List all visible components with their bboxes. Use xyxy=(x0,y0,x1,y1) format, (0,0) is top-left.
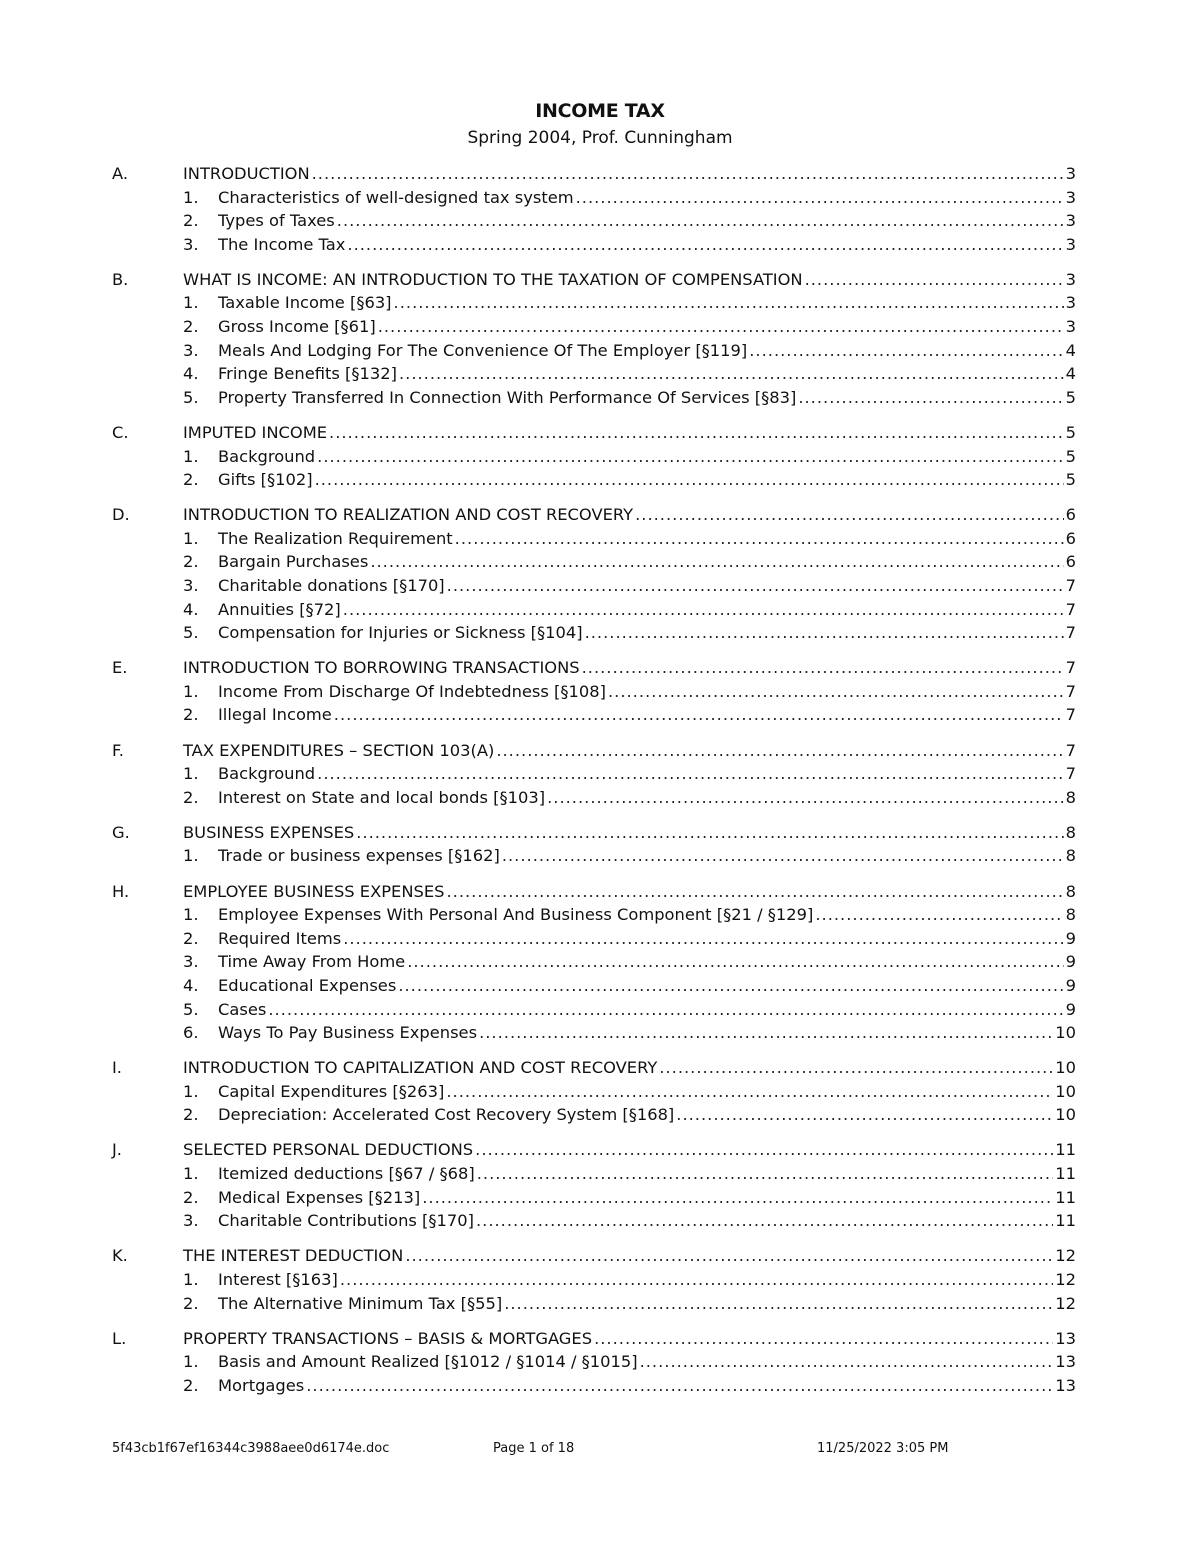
toc-item-title: Illegal Income xyxy=(218,705,332,725)
toc-item[interactable] xyxy=(112,364,1076,388)
toc-page-number: 10 xyxy=(1055,1105,1076,1125)
toc-item-number: 1. xyxy=(183,764,199,784)
toc-item-title: Bargain Purchases xyxy=(218,552,369,572)
toc-item[interactable] xyxy=(112,1188,1076,1212)
toc-page-number: 4 xyxy=(1065,340,1076,360)
toc-item-title: Annuities [§72] xyxy=(218,599,341,619)
toc-item[interactable] xyxy=(112,317,1076,341)
toc-item[interactable] xyxy=(112,1082,1076,1106)
toc-section-title: TAX EXPENDITURES – SECTION 103(A) xyxy=(183,740,495,760)
toc-item-number: 1. xyxy=(183,1164,199,1184)
toc-dot-leader xyxy=(398,976,1063,995)
toc-item[interactable] xyxy=(112,1164,1076,1188)
toc-item[interactable] xyxy=(112,552,1076,576)
toc-page-number: 3 xyxy=(1065,164,1076,183)
toc-page-number: 6 xyxy=(1065,505,1076,525)
toc-dot-leader xyxy=(476,1211,1053,1230)
toc-item[interactable] xyxy=(112,1294,1076,1318)
toc-section-letter: H. xyxy=(112,881,130,901)
toc-item[interactable] xyxy=(112,788,1076,812)
toc-section-title: INTRODUCTION TO BORROWING TRANSACTIONS xyxy=(183,658,580,678)
toc-item-number: 1. xyxy=(183,846,199,866)
document-title: INCOME TAX xyxy=(535,100,665,122)
toc-item[interactable] xyxy=(112,764,1076,788)
toc-item-number: 5. xyxy=(183,623,199,643)
toc-section xyxy=(112,164,1076,258)
toc-section-title: INTRODUCTION TO REALIZATION AND COST RECOVERY xyxy=(183,505,634,525)
toc-item[interactable] xyxy=(112,1105,1076,1129)
toc-page-number: 5 xyxy=(1065,446,1076,466)
toc-item-title: Gifts [§102] xyxy=(218,470,313,490)
toc-dot-leader xyxy=(378,317,1064,336)
toc-page-number: 13 xyxy=(1055,1352,1076,1372)
toc-section xyxy=(112,505,1076,647)
toc-page-number: 11 xyxy=(1055,1164,1076,1184)
toc-dot-leader xyxy=(446,1082,1053,1101)
toc-item-number: 5. xyxy=(183,387,199,407)
toc-page-number: 7 xyxy=(1065,705,1076,725)
toc-item-title: Fringe Benefits [§132] xyxy=(218,364,397,384)
toc-page-number: 9 xyxy=(1065,928,1076,948)
toc-section-heading[interactable] xyxy=(112,823,1076,847)
toc-page-number: 8 xyxy=(1065,881,1076,901)
toc-section-letter: A. xyxy=(112,164,129,183)
toc-item-title: Time Away From Home xyxy=(218,952,406,972)
toc-item-title: Background xyxy=(218,764,316,784)
toc-item[interactable] xyxy=(112,388,1076,412)
toc-item-title: Cases xyxy=(218,999,267,1019)
toc-item-number: 2. xyxy=(183,705,199,725)
toc-page-number: 9 xyxy=(1065,999,1076,1019)
toc-item-number: 2. xyxy=(183,1293,199,1313)
toc-section-heading[interactable] xyxy=(112,164,1076,188)
toc-page-number: 7 xyxy=(1065,764,1076,784)
toc-section xyxy=(112,882,1076,1047)
toc-dot-leader xyxy=(479,1023,1053,1042)
toc-dot-leader xyxy=(477,1164,1054,1183)
toc-item-title: Employee Expenses With Personal And Business Component [§21 / §129] xyxy=(218,905,814,925)
toc-section-heading[interactable] xyxy=(112,270,1076,294)
toc-dot-leader xyxy=(334,705,1064,724)
toc-dot-leader xyxy=(343,929,1063,948)
toc-item-number: 2. xyxy=(183,470,199,490)
footer-page-number: Page 1 of 18 xyxy=(493,1441,575,1456)
toc-item[interactable] xyxy=(112,1376,1076,1400)
toc-item-number: 1. xyxy=(183,187,199,207)
toc-item-title: Required Items xyxy=(218,928,342,948)
toc-dot-leader xyxy=(370,552,1063,571)
toc-item[interactable] xyxy=(112,447,1076,471)
toc-item-number: 1. xyxy=(183,1352,199,1372)
toc-section-heading[interactable] xyxy=(112,1329,1076,1353)
toc-dot-leader xyxy=(798,388,1063,407)
toc-item-number: 1. xyxy=(183,446,199,466)
toc-dot-leader xyxy=(805,270,1064,289)
toc-dot-leader xyxy=(329,423,1064,442)
toc-item-number: 2. xyxy=(183,211,199,231)
toc-section-heading[interactable] xyxy=(112,1058,1076,1082)
toc-dot-leader xyxy=(815,905,1063,924)
toc-item[interactable] xyxy=(112,188,1076,212)
toc-item[interactable] xyxy=(112,705,1076,729)
toc-section-letter: L. xyxy=(112,1328,127,1348)
toc-section-heading[interactable] xyxy=(112,658,1076,682)
toc-dot-leader xyxy=(504,1294,1053,1313)
toc-page-number: 7 xyxy=(1065,658,1076,678)
toc-item-title: Interest on State and local bonds [§103] xyxy=(218,787,546,807)
toc-dot-leader xyxy=(337,211,1064,230)
toc-section-heading[interactable] xyxy=(112,1140,1076,1164)
toc-item-number: 2. xyxy=(183,1105,199,1125)
toc-section xyxy=(112,823,1076,870)
toc-dot-leader xyxy=(547,788,1064,807)
toc-item-number: 5. xyxy=(183,999,199,1019)
toc-item[interactable] xyxy=(112,293,1076,317)
toc-page-number: 6 xyxy=(1065,552,1076,572)
toc-page-number: 4 xyxy=(1065,364,1076,384)
toc-page-number: 13 xyxy=(1055,1328,1076,1348)
toc-item[interactable] xyxy=(112,1023,1076,1047)
toc-section-title: THE INTEREST DEDUCTION xyxy=(183,1246,404,1266)
toc-page-number: 13 xyxy=(1055,1375,1076,1395)
toc-dot-leader xyxy=(676,1105,1053,1124)
toc-page-number: 8 xyxy=(1065,787,1076,807)
toc-dot-leader xyxy=(399,364,1064,383)
toc-dot-leader xyxy=(446,882,1063,901)
toc-dot-leader xyxy=(317,447,1064,466)
toc-section-letter: J. xyxy=(112,1140,122,1160)
toc-item[interactable] xyxy=(112,929,1076,953)
toc-page-number: 7 xyxy=(1065,740,1076,760)
toc-page-number: 3 xyxy=(1065,269,1076,289)
toc-dot-leader xyxy=(317,764,1064,783)
toc-item-number: 4. xyxy=(183,975,199,995)
toc-dot-leader xyxy=(749,341,1063,360)
toc-item-title: Gross Income [§61] xyxy=(218,317,376,337)
toc-section xyxy=(112,741,1076,812)
toc-item[interactable] xyxy=(112,1270,1076,1294)
toc-dot-leader xyxy=(496,741,1063,760)
toc-item-number: 1. xyxy=(183,681,199,701)
toc-item-title: The Realization Requirement xyxy=(218,528,453,548)
toc-page-number: 3 xyxy=(1065,187,1076,207)
toc-page-number: 10 xyxy=(1055,1058,1076,1078)
toc-item-title: Taxable Income [§63] xyxy=(218,293,392,313)
toc-item[interactable] xyxy=(112,235,1076,259)
toc-item[interactable] xyxy=(112,623,1076,647)
toc-item-number: 2. xyxy=(183,928,199,948)
toc-section-heading[interactable] xyxy=(112,423,1076,447)
toc-section-letter: E. xyxy=(112,658,128,678)
toc-dot-leader xyxy=(347,235,1063,254)
toc-section xyxy=(112,1058,1076,1129)
toc-item-title: Depreciation: Accelerated Cost Recovery System [§168] xyxy=(218,1105,675,1125)
toc-item[interactable] xyxy=(112,846,1076,870)
toc-item[interactable] xyxy=(112,682,1076,706)
toc-section xyxy=(112,270,1076,412)
toc-page-number: 11 xyxy=(1055,1187,1076,1207)
toc-section-title: WHAT IS INCOME: AN INTRODUCTION TO THE TAXATION OF COMPENSATION xyxy=(183,269,803,289)
toc-section-letter: K. xyxy=(112,1246,128,1266)
toc-section-title: BUSINESS EXPENSES xyxy=(183,822,355,842)
toc-dot-leader xyxy=(315,470,1064,489)
toc-page-number: 5 xyxy=(1065,422,1076,442)
toc-item-number: 1. xyxy=(183,293,199,313)
footer-timestamp: 11/25/2022 3:05 PM xyxy=(817,1441,949,1456)
toc-section-title: PROPERTY TRANSACTIONS – BASIS & MORTGAGES xyxy=(183,1328,593,1348)
toc-dot-leader xyxy=(475,1140,1053,1159)
toc-item-title: Basis and Amount Realized [§1012 / §1014 / §1015] xyxy=(218,1352,638,1372)
toc-dot-leader xyxy=(502,846,1064,865)
toc-item[interactable] xyxy=(112,470,1076,494)
toc-dot-leader xyxy=(407,952,1063,971)
toc-section-letter: D. xyxy=(112,505,130,525)
toc-item-title: Income From Discharge Of Indebtedness [§108] xyxy=(218,681,606,701)
toc-item-title: Educational Expenses xyxy=(218,975,397,995)
toc-section xyxy=(112,658,1076,729)
toc-page-number: 12 xyxy=(1055,1293,1076,1313)
toc-page-number: 7 xyxy=(1065,576,1076,595)
toc-dot-leader xyxy=(447,576,1064,595)
toc-section xyxy=(112,423,1076,494)
toc-item-number: 1. xyxy=(183,528,199,548)
toc-section-title: EMPLOYEE BUSINESS EXPENSES xyxy=(183,881,445,901)
toc-page-number: 7 xyxy=(1065,599,1076,619)
table-of-contents xyxy=(112,164,1076,1411)
toc-item[interactable] xyxy=(112,341,1076,365)
toc-item-title: Charitable donations [§170] xyxy=(218,576,445,595)
toc-item-title: Interest [§163] xyxy=(218,1269,338,1289)
toc-item-title: Background xyxy=(218,446,316,466)
toc-item-title: Charitable Contributions [§170] xyxy=(218,1211,474,1231)
toc-item-title: Ways To Pay Business Expenses xyxy=(218,1023,478,1043)
toc-item-number: 1. xyxy=(183,1269,199,1289)
toc-dot-leader xyxy=(640,1352,1054,1371)
toc-item-title: Compensation for Injuries or Sickness [§104] xyxy=(218,623,583,643)
toc-dot-leader xyxy=(268,1000,1063,1019)
toc-section-letter: C. xyxy=(112,422,129,442)
toc-item[interactable] xyxy=(112,976,1076,1000)
toc-page-number: 12 xyxy=(1055,1269,1076,1289)
toc-item-title: Characteristics of well-designed tax system xyxy=(218,187,574,207)
toc-item-title: Property Transferred In Connection With Performance Of Services [§83] xyxy=(218,387,797,407)
toc-item[interactable] xyxy=(112,1000,1076,1024)
toc-dot-leader xyxy=(659,1058,1053,1077)
toc-item[interactable] xyxy=(112,952,1076,976)
toc-item-title: Types of Taxes xyxy=(218,211,335,231)
footer-filename: 5f43cb1f67ef16344c3988aee0d6174e.doc xyxy=(112,1441,390,1456)
toc-item-title: Capital Expenditures [§263] xyxy=(218,1081,445,1101)
toc-item[interactable] xyxy=(112,1211,1076,1235)
toc-dot-leader xyxy=(585,623,1064,642)
toc-item-number: 2. xyxy=(183,317,199,337)
toc-item[interactable] xyxy=(112,576,1076,600)
toc-item-number: 2. xyxy=(183,1375,199,1395)
toc-page-number: 3 xyxy=(1065,293,1076,313)
toc-item-title: The Alternative Minimum Tax [§55] xyxy=(218,1293,503,1313)
toc-item-title: Trade or business expenses [§162] xyxy=(218,846,500,866)
toc-item-title: Mortgages xyxy=(218,1375,305,1395)
toc-dot-leader xyxy=(356,823,1063,842)
toc-item-number: 4. xyxy=(183,599,199,619)
toc-section-heading[interactable] xyxy=(112,882,1076,906)
toc-item-number: 6. xyxy=(183,1023,199,1043)
toc-item[interactable] xyxy=(112,529,1076,553)
toc-section-heading[interactable] xyxy=(112,505,1076,529)
toc-dot-leader xyxy=(608,682,1064,701)
toc-item-number: 3. xyxy=(183,340,199,360)
toc-section-letter: F. xyxy=(112,740,124,760)
toc-dot-leader xyxy=(405,1246,1053,1265)
toc-page-number: 7 xyxy=(1065,681,1076,701)
toc-section-title: INTRODUCTION xyxy=(183,164,310,183)
toc-item-number: 1. xyxy=(183,1081,199,1101)
toc-item-title: The Income Tax xyxy=(218,234,346,254)
toc-section xyxy=(112,1140,1076,1234)
toc-page-number: 5 xyxy=(1065,387,1076,407)
toc-page-number: 9 xyxy=(1065,975,1076,995)
toc-item-title: Itemized deductions [§67 / §68] xyxy=(218,1164,475,1184)
toc-section xyxy=(112,1329,1076,1400)
toc-item[interactable] xyxy=(112,1352,1076,1376)
toc-dot-leader xyxy=(594,1329,1053,1348)
toc-item-number: 4. xyxy=(183,364,199,384)
toc-page-number: 12 xyxy=(1055,1246,1076,1266)
toc-dot-leader xyxy=(340,1270,1053,1289)
toc-section-title: INTRODUCTION TO CAPITALIZATION AND COST RECOVERY xyxy=(183,1058,658,1078)
toc-dot-leader xyxy=(576,188,1064,207)
toc-section-letter: I. xyxy=(112,1058,122,1078)
toc-item[interactable] xyxy=(112,600,1076,624)
toc-page-number: 11 xyxy=(1055,1140,1076,1160)
toc-section-heading[interactable] xyxy=(112,1246,1076,1270)
toc-page-number: 10 xyxy=(1055,1081,1076,1101)
toc-item-number: 2. xyxy=(183,787,199,807)
toc-page-number: 8 xyxy=(1065,905,1076,925)
toc-page-number: 6 xyxy=(1065,528,1076,548)
toc-item-number: 2. xyxy=(183,1187,199,1207)
toc-item-title: Medical Expenses [§213] xyxy=(218,1187,421,1207)
toc-section-letter: G. xyxy=(112,822,130,842)
toc-page-number: 3 xyxy=(1065,211,1076,231)
toc-page-number: 7 xyxy=(1065,623,1076,643)
toc-page-number: 5 xyxy=(1065,470,1076,490)
toc-dot-leader xyxy=(582,658,1064,677)
toc-page-number: 3 xyxy=(1065,317,1076,337)
toc-item-title: Meals And Lodging For The Convenience Of The Employer [§119] xyxy=(218,340,748,360)
toc-item-number: 3. xyxy=(183,234,199,254)
toc-page-number: 11 xyxy=(1055,1211,1076,1231)
toc-dot-leader xyxy=(422,1188,1053,1207)
toc-dot-leader xyxy=(394,293,1064,312)
toc-section-title: SELECTED PERSONAL DEDUCTIONS xyxy=(183,1140,474,1160)
toc-item-number: 3. xyxy=(183,952,199,972)
toc-page-number: 10 xyxy=(1055,1023,1076,1043)
document-subtitle: Spring 2004, Prof. Cunningham xyxy=(467,128,733,148)
toc-item-number: 3. xyxy=(183,576,199,595)
toc-page-number: 8 xyxy=(1065,846,1076,866)
toc-page-number: 9 xyxy=(1065,952,1076,972)
toc-section xyxy=(112,1246,1076,1317)
toc-item[interactable] xyxy=(112,211,1076,235)
toc-dot-leader xyxy=(455,529,1064,548)
toc-item-number: 1. xyxy=(183,905,199,925)
toc-item-number: 3. xyxy=(183,1211,199,1231)
toc-section-title: IMPUTED INCOME xyxy=(183,422,328,442)
toc-section-heading[interactable] xyxy=(112,741,1076,765)
toc-section-letter: B. xyxy=(112,269,129,289)
toc-dot-leader xyxy=(343,600,1064,619)
toc-item-number: 2. xyxy=(183,552,199,572)
toc-dot-leader xyxy=(312,164,1064,183)
toc-dot-leader xyxy=(306,1376,1053,1395)
toc-page-number: 3 xyxy=(1065,234,1076,254)
toc-page-number: 8 xyxy=(1065,822,1076,842)
toc-dot-leader xyxy=(635,505,1064,524)
toc-item[interactable] xyxy=(112,905,1076,929)
